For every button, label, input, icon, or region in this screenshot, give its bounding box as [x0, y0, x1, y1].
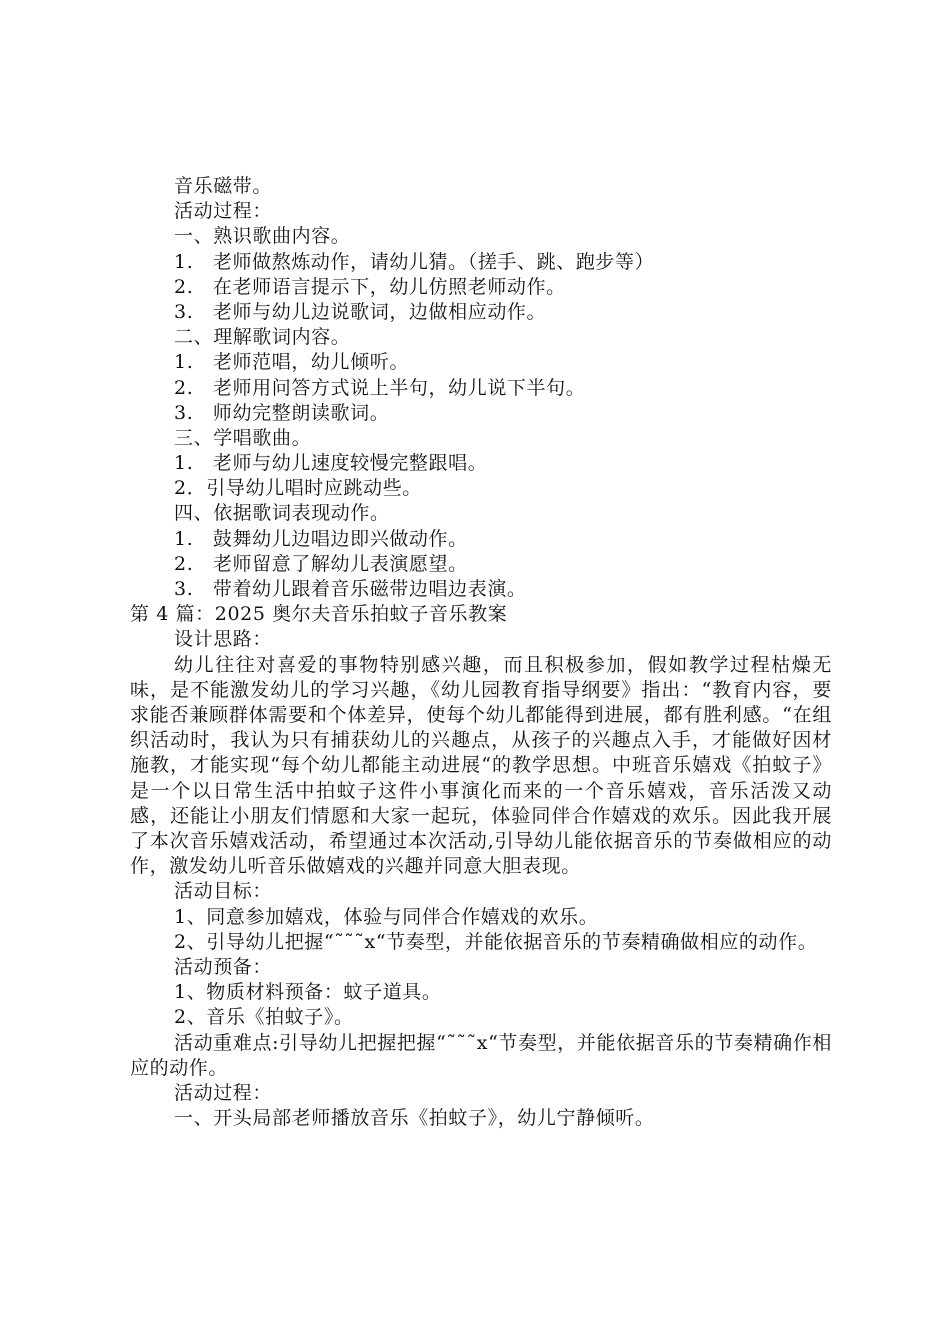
design-paragraph: 幼儿往往对喜爱的事物特别感兴趣，而且积极参加，假如教学过程枯燥无味，是不能激发幼儿的学习兴趣，《幼儿园教育指导纲要》指出：“教育内容，要求能否兼顾群体需要和个体差异，使每个幼儿都能得到进展，都有胜利感。“在组织活动时，我认为只有捕获幼儿的兴趣点，从孩子的兴趣点入手，才能做好因材施教，才能实现“每个幼儿都能主动进展“的教学思想。中班音乐嬉戏《拍蚊子》是一个以日常生活中拍蚊子这件小事演化而来的一个音乐嬉戏，音乐活泼又动感，还能让小朋友们情愿和大家一起玩，体验同伴合作嬉戏的欢乐。因此我开展了本次音乐嬉戏活动，希望通过本次活动,引导幼儿能依据音乐的节奏做相应的动作，激发幼儿听音乐做嬉戏的兴趣并同意大胆表现。 — [130, 653, 832, 878]
step-heading: 一、熟识歌曲内容。 — [174, 225, 351, 248]
section-label: 活动过程： — [174, 200, 273, 223]
step-item: 3. 老师与幼儿边说歌词，边做相应动作。 — [174, 300, 547, 323]
step-item: 1. 鼓舞幼儿边唱边即兴做动作。 — [174, 527, 468, 550]
prep-item: 2、音乐《拍蚊子》。 — [174, 1006, 354, 1029]
section-label: 活动预备： — [174, 955, 273, 978]
step-item: 2. 老师留意了解幼儿表演愿望。 — [174, 552, 468, 575]
prep-item: 1、物质材料预备：蚊子道具。 — [174, 981, 442, 1004]
step-heading: 四、依据歌词表现动作。 — [174, 502, 390, 525]
step-item: 2. 老师用问答方式说上半句，幼儿说下半句。 — [174, 376, 586, 399]
section-label: 设计思路： — [174, 628, 273, 651]
text-line: 音乐磁带。 — [174, 175, 273, 197]
process-item: 一、开头局部老师播放音乐《拍蚊子》，幼儿宁静倾听。 — [174, 1107, 655, 1130]
step-item: 1. 老师范唱，幼儿倾听。 — [174, 351, 409, 374]
goal-item: 2、引导幼儿把握“˜˜˜x“节奏型，并能依据音乐的节奏精确做相应的动作。 — [174, 930, 818, 953]
step-item: 2．引导幼儿唱时应跳动些。 — [174, 477, 422, 500]
step-item: 3. 师幼完整朗读歌词。 — [174, 401, 390, 424]
step-item: 2. 在老师语言提示下，幼儿仿照老师动作。 — [174, 275, 566, 298]
section-title: 第 4 篇：2025 奥尔夫音乐拍蚊子音乐教案 — [130, 603, 508, 626]
goal-item: 1、同意参加嬉戏，体验与同伴合作嬉戏的欢乐。 — [174, 905, 599, 928]
step-heading: 二、理解歌词内容。 — [174, 326, 351, 349]
key-points: 活动重难点:引导幼儿把握把握“˜˜˜x“节奏型，并能依据音乐的节奏精确作相应的动作。 — [130, 1031, 832, 1079]
step-heading: 三、学唱歌曲。 — [174, 426, 312, 449]
document-body — [130, 174, 832, 1131]
section-label: 活动目标： — [174, 880, 273, 903]
step-item: 3. 带着幼儿跟着音乐磁带边唱边表演。 — [174, 578, 527, 600]
step-item: 1. 老师与幼儿速度较慢完整跟唱。 — [174, 452, 488, 475]
step-item: 1. 老师做熬炼动作，请幼儿猜。（搓手、跳、跑步等） — [174, 250, 655, 273]
section-label: 活动过程： — [174, 1081, 273, 1104]
